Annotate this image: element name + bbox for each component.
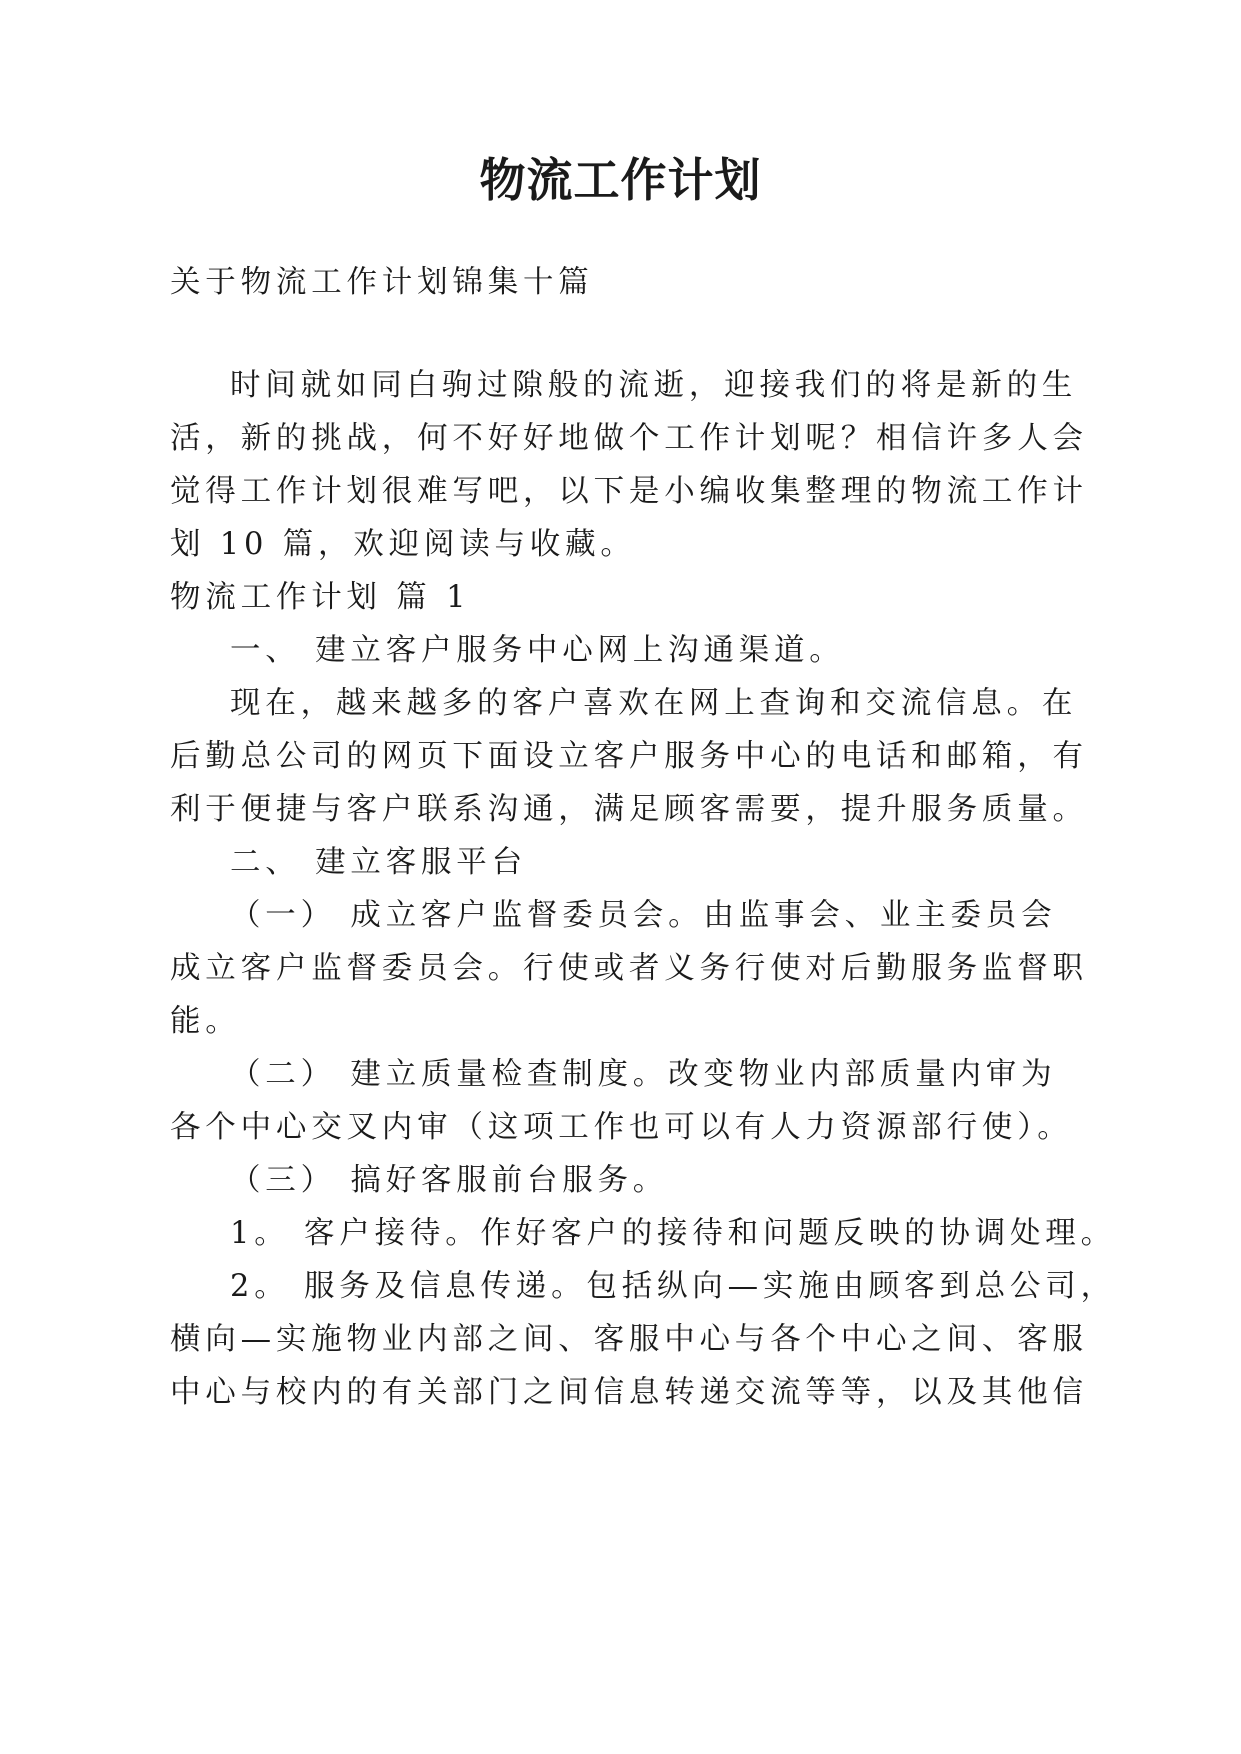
paragraph-line: 能。: [170, 1004, 241, 1039]
paragraph-line: （三） 搞好客服前台服务。: [230, 1163, 669, 1198]
paragraph-line: 横向—实施物业内部之间、客服中心与各个中心之间、客服: [170, 1322, 1088, 1357]
paragraph-line: （二） 建立质量检查制度。改变物业内部质量内审为: [230, 1057, 1057, 1092]
paragraph-line: 各个中心交叉内审（这项工作也可以有人力资源部行使）。: [170, 1110, 1073, 1145]
paragraph-line: 1。 客户接待。作好客户的接待和问题反映的协调处理。: [230, 1216, 1116, 1251]
paragraph-line: 现在，越来越多的客户喜欢在网上查询和交流信息。在: [230, 686, 1078, 721]
paragraph-line: 中心与校内的有关部门之间信息转递交流等等，以及其他信: [170, 1375, 1088, 1410]
paragraph-line: （一） 成立客户监督委员会。由监事会、业主委员会: [230, 898, 1057, 933]
paragraph-line: 成立客户监督委员会。行使或者义务行使对后勤服务监督职: [170, 951, 1088, 986]
paragraph-line: 2。 服务及信息传递。包括纵向—实施由顾客到总公司，: [230, 1269, 1116, 1304]
paragraph-line: 活，新的挑战，何不好好地做个工作计划呢？相信许多人会: [170, 421, 1088, 456]
document-title: 物流工作计划: [479, 153, 762, 207]
paragraph-line: 觉得工作计划很难写吧，以下是小编收集整理的物流工作计: [170, 474, 1088, 509]
paragraph-line: 利于便捷与客户联系沟通，满足顾客需要，提升服务质量。: [170, 792, 1088, 827]
paragraph-line: 时间就如同白驹过隙般的流逝，迎接我们的将是新的生: [230, 368, 1078, 403]
document-subtitle: 关于物流工作计划锦集十篇: [170, 265, 594, 300]
section-heading: 物流工作计划 篇 1: [170, 580, 471, 615]
paragraph-line: 二、 建立客服平台: [230, 845, 527, 880]
paragraph-line: 后勤总公司的网页下面设立客户服务中心的电话和邮箱，有: [170, 739, 1088, 774]
paragraph-line: 划 10 篇，欢迎阅读与收藏。: [170, 527, 636, 562]
paragraph-line: 一、 建立客户服务中心网上沟通渠道。: [230, 633, 845, 668]
